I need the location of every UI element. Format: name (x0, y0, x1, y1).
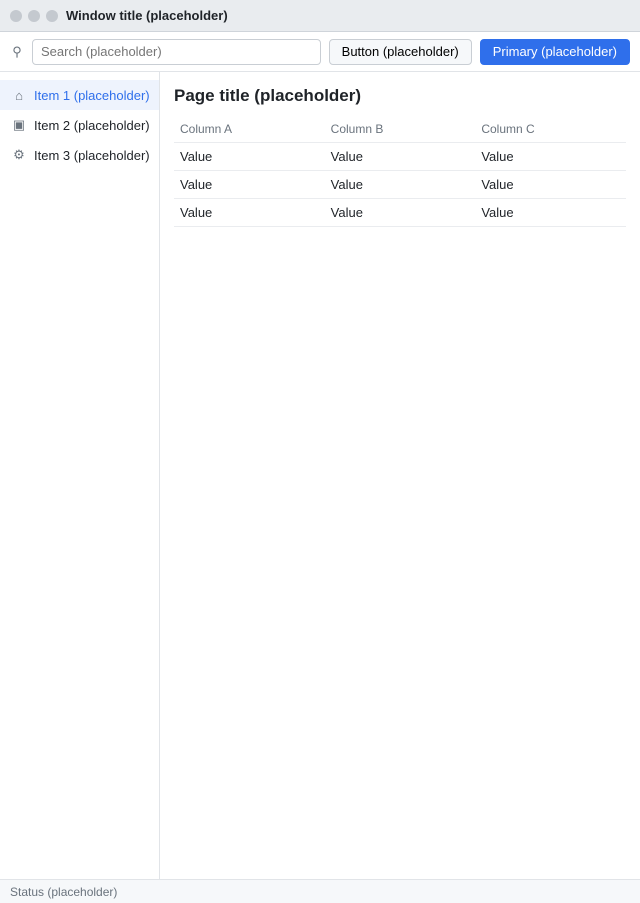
secondary-button[interactable]: Button (placeholder) (329, 39, 472, 65)
sidebar-item-2[interactable] (0, 110, 159, 140)
table-cell: Value (325, 171, 476, 199)
search-icon: ⚲ (12, 43, 22, 59)
main-panel (160, 72, 640, 879)
table-cell: Value (325, 143, 476, 171)
title-bar (0, 0, 640, 32)
minimize-window-button[interactable] (28, 10, 40, 22)
gear-icon: ⚙ (13, 147, 25, 162)
column-header[interactable]: Column C (475, 116, 626, 143)
home-icon: ⌂ (15, 87, 23, 103)
data-table (174, 116, 626, 227)
search-input[interactable] (32, 39, 321, 65)
table-cell: Value (325, 199, 476, 227)
page-title: Page title (placeholder) (174, 86, 362, 105)
maximize-window-button[interactable] (46, 10, 58, 22)
sidebar-item-label: Item 3 (placeholder) (34, 147, 150, 163)
table-header-row (174, 116, 626, 143)
primary-button[interactable]: Primary (placeholder) (480, 39, 630, 65)
table-row[interactable] (174, 199, 626, 227)
content-area (0, 72, 640, 879)
toolbar (0, 32, 640, 72)
table-row[interactable] (174, 171, 626, 199)
sidebar-item-1[interactable] (0, 80, 159, 110)
sidebar-item-label: Item 2 (placeholder) (34, 117, 150, 133)
window-title: Window title (placeholder) (66, 8, 228, 23)
table-cell: Value (174, 199, 325, 227)
table-cell: Value (475, 143, 626, 171)
column-header[interactable]: Column B (325, 116, 476, 143)
sidebar (0, 72, 160, 879)
folder-icon: ▣ (12, 117, 26, 132)
sidebar-item-3[interactable] (0, 140, 159, 170)
status-text: Status (placeholder) (10, 884, 118, 899)
table-cell: Value (174, 143, 325, 171)
table-cell: Value (475, 199, 626, 227)
sidebar-item-label: Item 1 (placeholder) (34, 87, 150, 103)
status-bar (0, 879, 640, 903)
table-cell: Value (475, 171, 626, 199)
table-row[interactable] (174, 143, 626, 171)
column-header[interactable]: Column A (174, 116, 325, 143)
table-cell: Value (174, 171, 325, 199)
window-controls (10, 10, 58, 22)
close-window-button[interactable] (10, 10, 22, 22)
